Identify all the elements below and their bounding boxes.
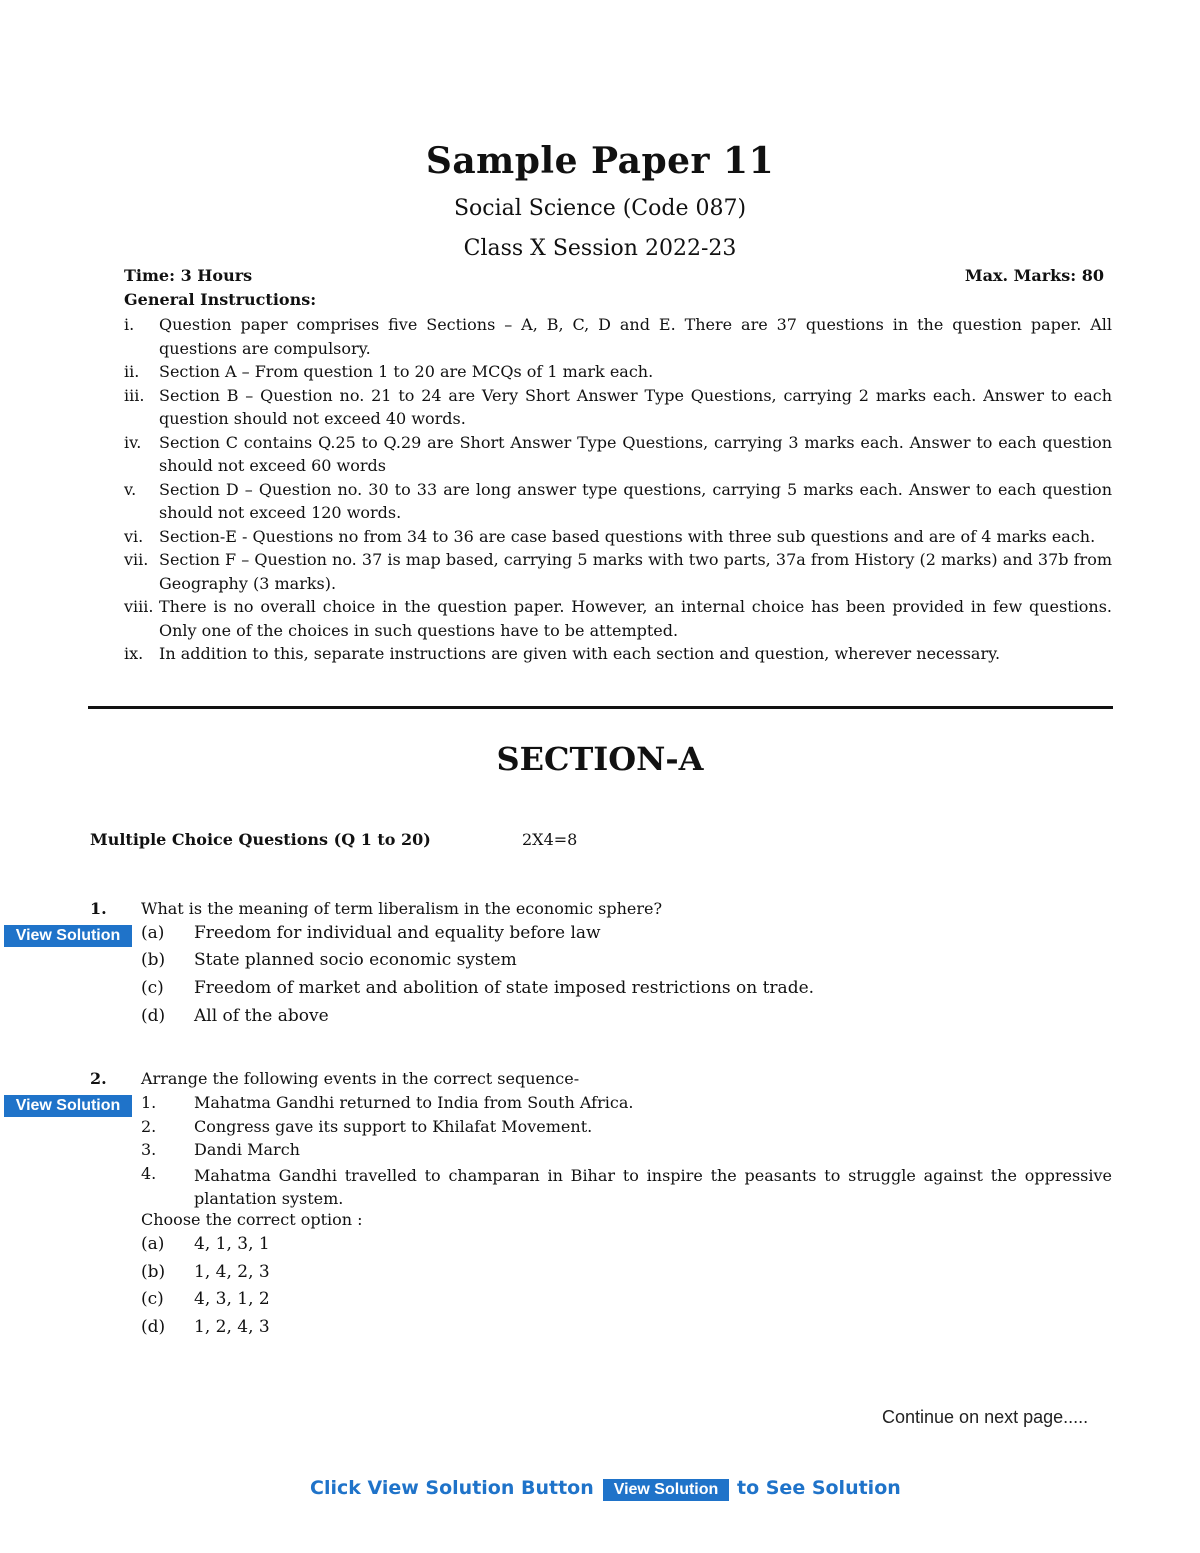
option-text: Freedom for individual and equality before law <box>194 923 601 943</box>
event-label: 2. <box>141 1117 157 1136</box>
event-label: 4. <box>141 1164 157 1183</box>
time-allowed: Time: 3 Hours <box>124 266 253 285</box>
instruction-number: vii. <box>124 550 149 569</box>
instruction-item <box>124 384 1112 431</box>
option-label: (c) <box>141 978 164 998</box>
option-text: 1, 4, 2, 3 <box>194 1262 270 1282</box>
event-text: Dandi March <box>194 1140 300 1159</box>
page-title: Sample Paper 11 <box>425 140 775 182</box>
instruction-text: Section A – From question 1 to 20 are MCQs of 1 mark each. <box>159 362 654 381</box>
instruction-item <box>124 360 1112 384</box>
footer-instruction-right: to See Solution <box>737 1477 901 1499</box>
event-label: 3. <box>141 1140 157 1159</box>
instructions-list <box>124 313 1112 666</box>
choose-prompt: Choose the correct option : <box>141 1210 363 1229</box>
option-text: All of the above <box>194 1006 329 1026</box>
event-text: Mahatma Gandhi travelled to champaran in Bihar to inspire the peasants to struggle against the oppressive plantation system. <box>194 1166 1112 1208</box>
subject-subtitle: Social Science (Code 087) <box>453 196 747 221</box>
instruction-text: Question paper comprises five Sections – A, B, C, D and E. There are 37 questions in the question paper. All questions are compulsory. <box>159 315 1112 358</box>
instruction-text: Section C contains Q.25 to Q.29 are Short Answer Type Questions, carrying 3 marks each. Answer to each question should not exceed 60 words <box>159 432 1112 475</box>
instruction-number: i. <box>124 315 135 334</box>
option-label: (d) <box>141 1317 166 1337</box>
view-solution-button-q2[interactable]: View Solution <box>4 1095 132 1117</box>
instruction-text: Section D – Question no. 30 to 33 are long answer type questions, carrying 5 marks each. Answer to each question should not exceed 120 words. <box>159 479 1112 522</box>
instruction-text: Section-E - Questions no from 34 to 36 are case based questions with three sub questions and are of 4 marks each. <box>159 526 1096 546</box>
instruction-number: viii. <box>124 597 154 616</box>
footer-instruction-left: Click View Solution Button <box>310 1477 594 1499</box>
instruction-text: In addition to this, separate instructions are given with each section and question, wherever necessary. <box>159 644 1001 663</box>
footer-view-solution-button[interactable]: View Solution <box>603 1479 729 1501</box>
instruction-item <box>124 595 1112 642</box>
option-text: 4, 1, 3, 1 <box>194 1234 270 1254</box>
mcq-marks: 2X4=8 <box>522 830 578 849</box>
instruction-number: ii. <box>124 362 140 381</box>
continue-note: Continue on next page..... <box>882 1407 1089 1427</box>
instruction-text: There is no overall choice in the question paper. However, an internal choice has been provided in few questions. Only one of the choices in such questions have to be attempted. <box>159 597 1112 640</box>
session-line: Class X Session 2022-23 <box>463 236 737 261</box>
option-label: (c) <box>141 1289 164 1309</box>
instruction-item <box>124 642 1112 666</box>
instruction-item <box>124 525 1112 549</box>
horizontal-divider <box>88 706 1113 709</box>
question-number: 2. <box>90 1069 107 1088</box>
option-text: State planned socio economic system <box>194 950 517 970</box>
question-text: Arrange the following events in the correct sequence- <box>141 1069 580 1088</box>
option-text: Freedom of market and abolition of state imposed restrictions on trade. <box>194 978 815 998</box>
option-label: (a) <box>141 1234 165 1254</box>
instruction-number: vi. <box>124 526 144 546</box>
view-solution-button-q1[interactable]: View Solution <box>4 925 132 947</box>
event-label: 1. <box>141 1093 157 1112</box>
mcq-label: Multiple Choice Questions (Q 1 to 20) <box>90 830 431 849</box>
instruction-number: iv. <box>124 432 142 452</box>
instruction-item <box>124 478 1112 525</box>
event-text: Congress gave its support to Khilafat Movement. <box>194 1117 593 1136</box>
general-instructions-heading: General Instructions: <box>124 290 317 309</box>
instruction-text: Section F – Question no. 37 is map based, carrying 5 marks with two parts, 37a from History (2 marks) and 37b from Geography (3 marks). <box>159 550 1112 593</box>
option-label: (b) <box>141 950 166 970</box>
option-label: (d) <box>141 1006 166 1026</box>
instruction-number: ix. <box>124 644 144 663</box>
question-text: What is the meaning of term liberalism in the economic sphere? <box>141 899 663 918</box>
max-marks: Max. Marks: 80 <box>964 266 1104 285</box>
option-label: (b) <box>141 1262 166 1282</box>
instruction-item <box>124 313 1112 360</box>
event-text: Mahatma Gandhi returned to India from South Africa. <box>194 1093 634 1112</box>
option-text: 4, 3, 1, 2 <box>194 1289 270 1309</box>
instruction-text: Section B – Question no. 21 to 24 are Very Short Answer Type Questions, carrying 2 marks each. Answer to each question should not exceed 40 words. <box>159 385 1112 428</box>
instruction-number: v. <box>124 479 137 499</box>
instruction-item <box>124 431 1112 478</box>
instruction-item <box>124 548 1112 595</box>
section-heading: SECTION-A <box>496 740 704 778</box>
question-number: 1. <box>90 899 107 918</box>
option-label: (a) <box>141 923 165 943</box>
option-text: 1, 2, 4, 3 <box>194 1317 270 1337</box>
instruction-number: iii. <box>124 385 145 405</box>
